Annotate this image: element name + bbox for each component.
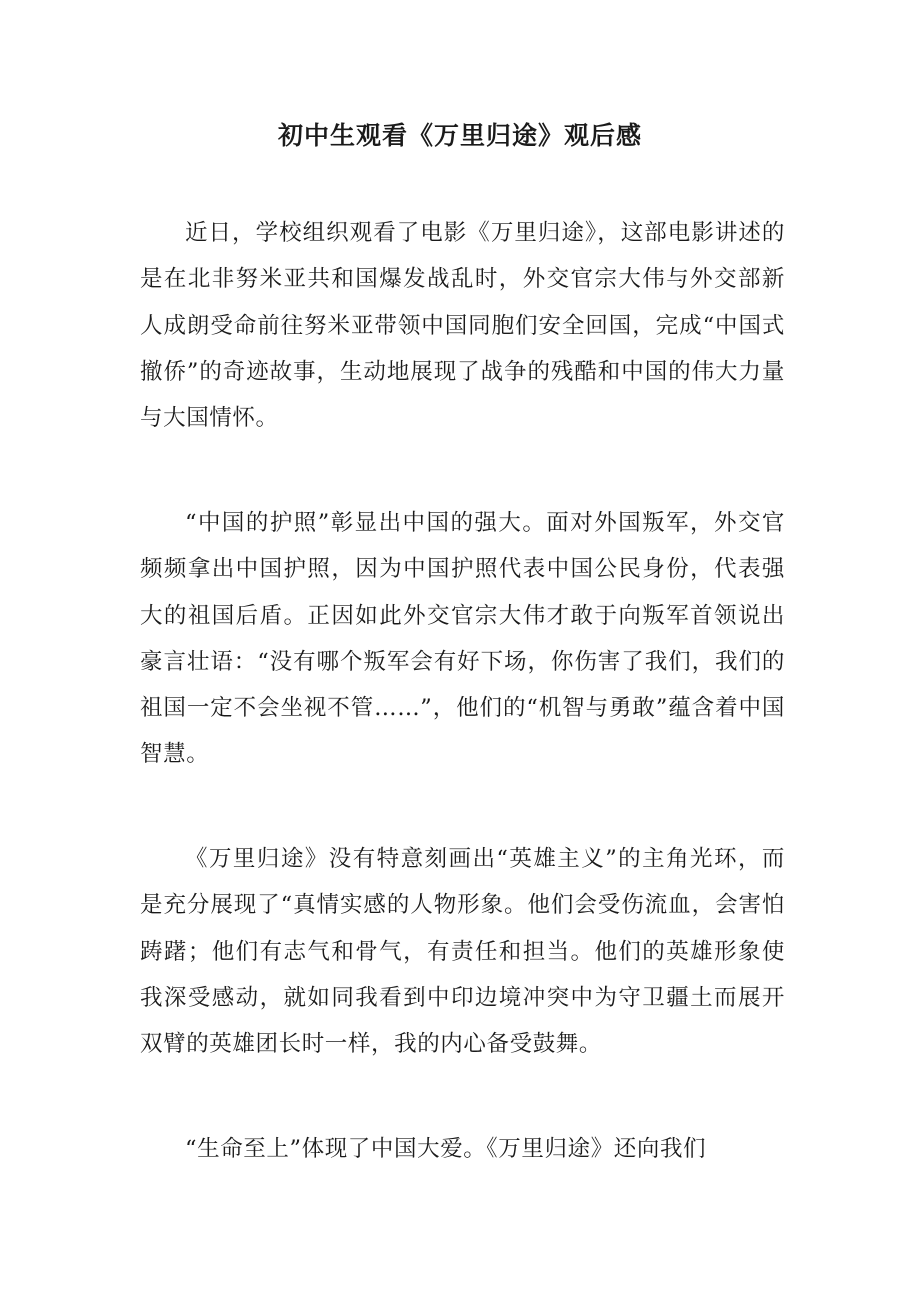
document-title: 初中生观看《万里归途》观后感	[277, 121, 642, 150]
paragraph-heroism: 《万里归途》没有特意刻画出“英雄主义”的主角光环，而是充分展现了“真情实感的人物形象。他们会受伤流血，会害怕踌躇；他们有志气和骨气，有责任和担当。他们的英雄形象使我深受感动，就如同我看到中印边境冲突中为守卫疆土而展开双臂的英雄团长时一样，我的内心备受鼓舞。	[140, 846, 785, 1058]
paragraph-life-first: “生命至上”体现了中国大爱。《万里归途》还向我们	[185, 1136, 707, 1162]
paragraph-passport: “中国的护照”彰显出中国的强大。面对外国叛军，外交官频频拿出中国护照，因为中国护照代表中国公民身份，代表强大的祖国后盾。正因如此外交官宗大伟才敢于向叛军首领说出豪言壮语：“没有哪个叛军会有好下场，你伤害了我们，我们的祖国一定不会坐视不管……”，他们的“机智与勇敢”蕴含着中国智慧。	[140, 510, 785, 768]
paragraph-intro: 近日，学校组织观看了电影《万里归途》，这部电影讲述的是在北非努米亚共和国爆发战乱时，外交官宗大伟与外交部新人成朗受命前往努米亚带领中国同胞们安全回国，完成“中国式撤侨”的奇迹故事，生动地展现了战争的残酷和中国的伟大力量与大国情怀。	[140, 220, 785, 432]
